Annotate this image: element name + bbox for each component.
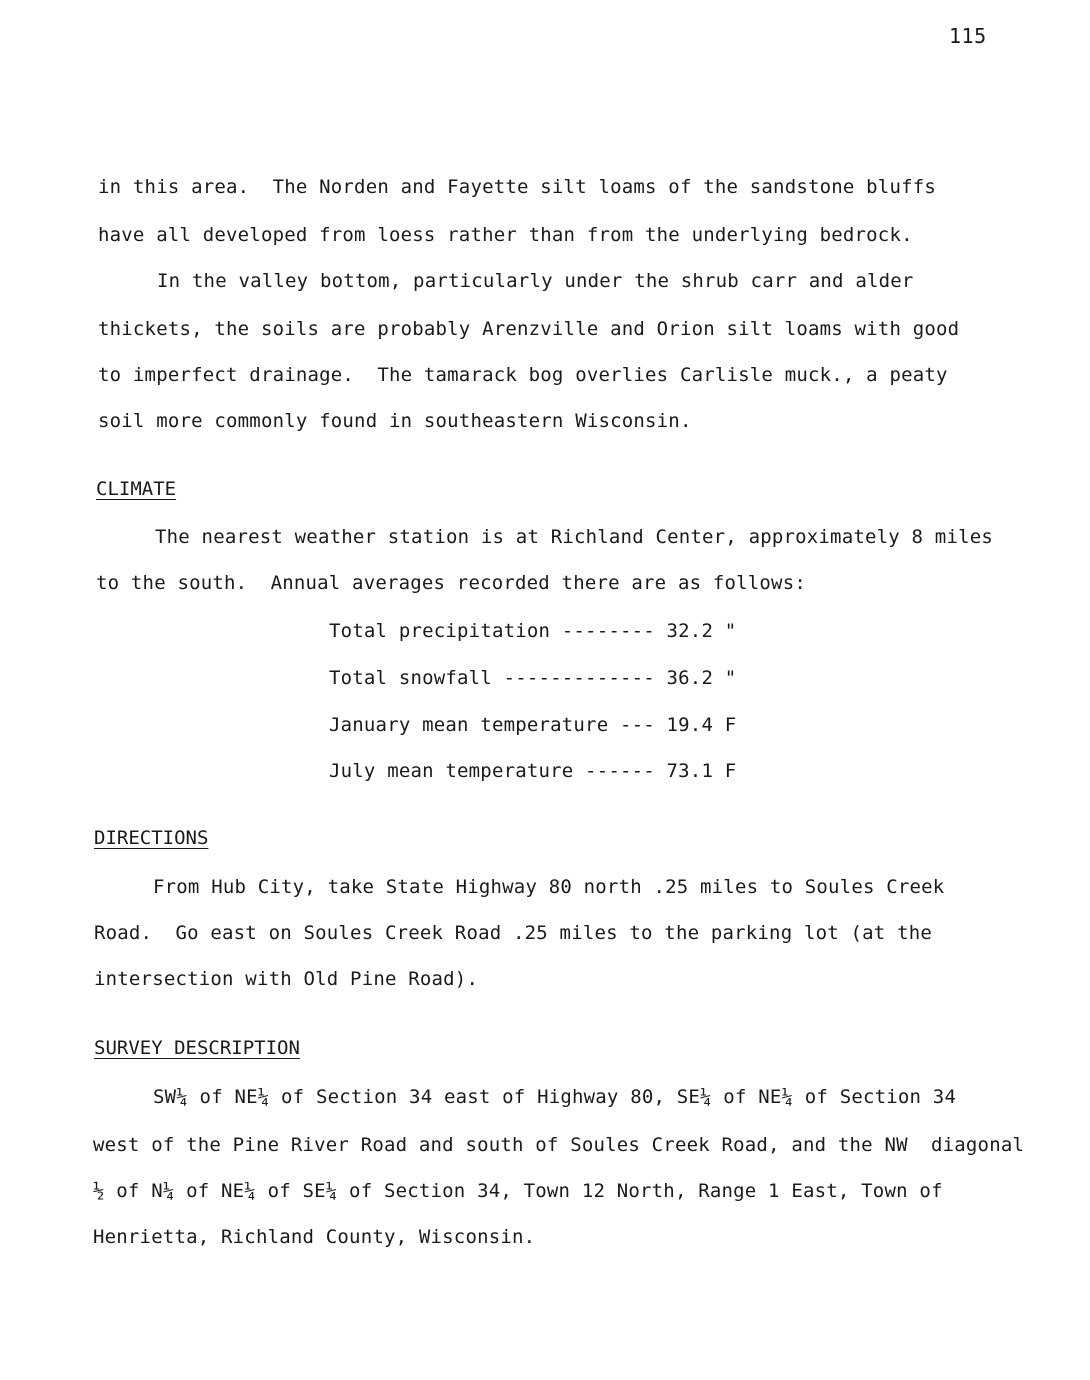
stat-july-mean-temperature: July mean temperature ------ 73.1 F: [329, 760, 737, 782]
page-number: 115: [949, 24, 987, 48]
soils-line-1: in this area. The Norden and Fayette silt loams of the sandstone bluffs: [98, 176, 937, 198]
survey-line-3: ½ of N¼ of NE¼ of SE¼ of Section 34, Town 12 North, Range 1 East, Town of: [93, 1180, 943, 1202]
soils-line-2: have all developed from loess rather than from the underlying bedrock.: [98, 224, 913, 246]
directions-heading: DIRECTIONS: [94, 827, 209, 849]
climate-line-2: to the south. Annual averages recorded there are as follows:: [96, 572, 806, 594]
climate-heading: CLIMATE: [96, 478, 177, 500]
climate-line-1: The nearest weather station is at Richland Center, approximately 8 miles: [155, 526, 994, 548]
directions-line-3: intersection with Old Pine Road).: [94, 968, 479, 990]
stat-total-snowfall: Total snowfall ------------- 36.2 ": [329, 667, 737, 689]
survey-line-2: west of the Pine River Road and south of Soules Creek Road, and the NW diagonal: [93, 1134, 1025, 1156]
survey-line-1: SW¼ of NE¼ of Section 34 east of Highway 80, SE¼ of NE¼ of Section 34: [153, 1086, 957, 1108]
stat-january-mean-temperature: January mean temperature --- 19.4 F: [329, 714, 737, 736]
directions-line-1: From Hub City, take State Highway 80 north .25 miles to Soules Creek: [153, 876, 945, 898]
soils-line-4: thickets, the soils are probably Arenzville and Orion silt loams with good: [98, 318, 960, 340]
stat-total-precipitation: Total precipitation -------- 32.2 ": [329, 620, 737, 642]
soils-line-6: soil more commonly found in southeastern Wisconsin.: [98, 410, 692, 432]
soils-line-5: to imperfect drainage. The tamarack bog overlies Carlisle muck., a peaty: [98, 364, 948, 386]
directions-line-2: Road. Go east on Soules Creek Road .25 miles to the parking lot (at the: [94, 922, 933, 944]
survey-heading: SURVEY DESCRIPTION: [94, 1037, 300, 1059]
soils-line-3: In the valley bottom, particularly under the shrub carr and alder: [157, 270, 914, 292]
survey-line-4: Henrietta, Richland County, Wisconsin.: [93, 1226, 536, 1248]
